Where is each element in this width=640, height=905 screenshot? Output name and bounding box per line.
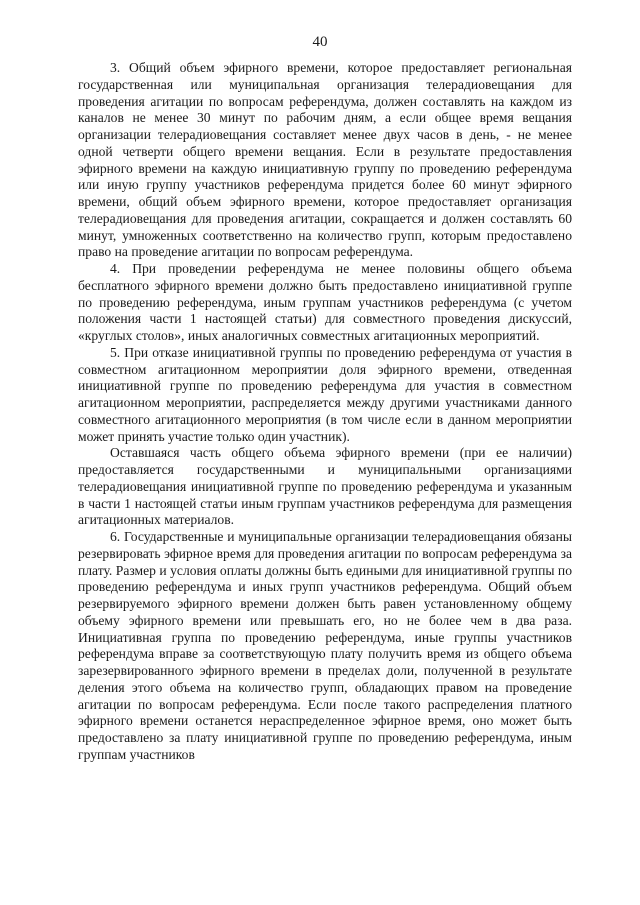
paragraph-5: 5. При отказе инициативной группы по проведению референдума от участия в совместном агитационном мероприятии доля эфирного времени, отведенная инициативной группе по проведению референдума для участия в совместном агитационном мероприятии, распределяется между другими участниками данного совместного агитационного мероприятия (в том числе если в данном мероприятии может принять участие только один участник). xyxy=(78,344,572,444)
paragraph-6: 6. Государственные и муниципальные организации телерадиовещания обязаны резервировать эфирное время для проведения агитации по вопросам референдума за плату. Размер и условия оплаты должны быть едиными для инициативной группы по проведению референдума и иных групп участников референдума. Общий объем резервируемого эфирного времени должен быть равен установленному общему объему эфирного времени или превышать его, но не более чем в два раза. Инициативная группа по проведению референдума, иные группы участников референдума вправе за соответствующую плату получить время из общего объема зарезервированного эфирного времени в пределах доли, полученной в результате деления этого объема на количество групп, обладающих правом на проведение агитации по вопросам референдума. Если после такого распределения платного эфирного времени останется нераспределенное эфирное время, оно может быть предоставлено за плату инициативной группе по проведению референдума, иным группам участников xyxy=(78,529,572,762)
document-body xyxy=(78,60,572,764)
paragraph-5-continued: Оставшаяся часть общего объема эфирного времени (при ее наличии) предоставляется государственными и муниципальными организациями телерадиовещания инициативной группе по проведению референдума и указанным в части 1 настоящей статьи иным группам участников референдума для размещения агитационных материалов. xyxy=(78,445,572,528)
page-number: 40 xyxy=(312,34,328,50)
paragraph-3: 3. Общий объем эфирного времени, которое предоставляет региональная государственная или муниципальная организация телерадиовещания для проведения агитации по вопросам референдума, должен составлять на каждом из каналов не менее 30 минут по рабочим дням, а если общее время вещания организации телерадиовещания составляет менее двух часов в день, - не менее одной четверти общего времени вещания. Если в результате предоставления эфирного времени на каждую инициативную группу по проведению референдума или иную группу участников референдума придется более 60 минут эфирного времени, общий объем эфирного времени, которое предоставляет организация телерадиовещания для проведения агитации, сокращается и должен составлять 60 минут, умноженных соответственно на количество групп, которым предоставлено право на проведение агитации по вопросам референдума. xyxy=(78,60,572,260)
paragraph-4: 4. При проведении референдума не менее половины общего объема бесплатного эфирного времени должно быть предоставлено инициативной группе по проведению референдума, иным группам участников референдума (с учетом положения части 1 настоящей статьи) для совместного проведения дискуссий, «круглых столов», иных аналогичных совместных агитационных мероприятий. xyxy=(78,261,572,343)
